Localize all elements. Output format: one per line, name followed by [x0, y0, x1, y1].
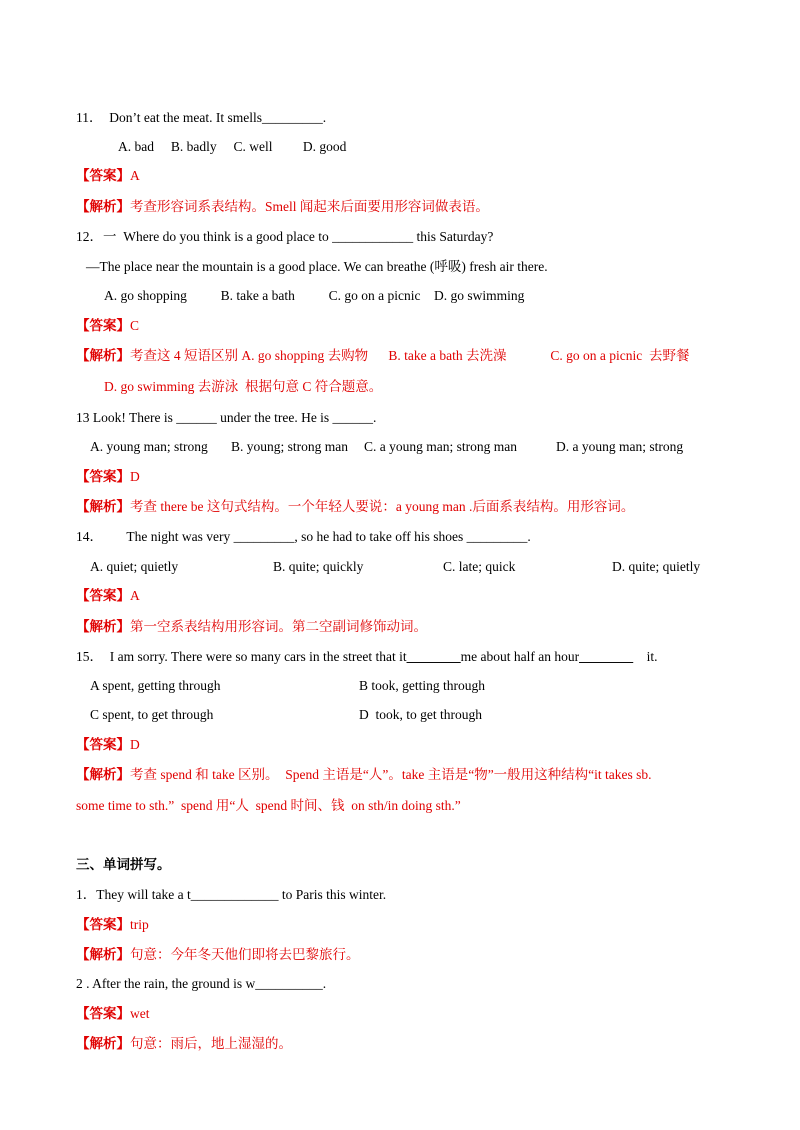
q14-option-c: C. late; quick — [443, 559, 516, 574]
section-heading: 三、单词拼写。 — [76, 857, 171, 872]
q15-analysis2: some time to sth.” spend 用“人 spend 时间、钱 on sth/in doing sth.” — [76, 798, 461, 813]
answer-tag: 【答案】 — [76, 737, 130, 752]
q13-analysis — [76, 498, 634, 516]
analysis-tag: 【解析】 — [76, 499, 130, 514]
answer-value: A — [130, 588, 140, 603]
q11-analysis — [76, 198, 489, 216]
q15-stem-part2: me about half an hour — [460, 649, 580, 664]
analysis-text: 考查形容词系表结构。Smell 闻起来后面要用形容词做表语。 — [130, 199, 489, 214]
q15-analysis — [76, 766, 652, 784]
q15-answer — [76, 736, 140, 754]
analysis-tag: 【解析】 — [76, 1036, 130, 1051]
q13-option-c: C. a young man; strong man — [364, 439, 517, 454]
analysis-text: 句意：今年冬天他们即将去巴黎旅行。 — [130, 947, 360, 962]
q13-answer — [76, 468, 140, 486]
answer-tag: 【答案】 — [76, 168, 130, 183]
q11-answer — [76, 167, 140, 185]
answer-tag: 【答案】 — [76, 1006, 130, 1021]
s3-q2-stem: 2 . After the rain, the ground is w__________. — [76, 976, 327, 991]
analysis-tag: 【解析】 — [76, 199, 130, 214]
answer-tag: 【答案】 — [76, 318, 130, 333]
s3-q2-analysis — [76, 1035, 292, 1053]
q14-stem: 14． The night was very _________, so he had to take off his shoes _________. — [76, 529, 531, 544]
answer-value: D — [130, 737, 140, 752]
q13-option-d: D. a young man; strong — [556, 439, 684, 454]
s3-q2-answer — [76, 1005, 150, 1023]
q11-options: A. bad B. badly C. well D. good — [118, 139, 347, 154]
q11-stem: 11． Don’t eat the meat. It smells_________. — [76, 110, 327, 125]
q13-option-a: A. young man; strong — [90, 439, 208, 454]
answer-tag: 【答案】 — [76, 917, 130, 932]
analysis-tag: 【解析】 — [76, 947, 130, 962]
q12-analysis — [76, 347, 689, 365]
analysis-text: 句意：雨后，地上湿湿的。 — [130, 1036, 292, 1051]
q15-option-a: A spent, getting through — [90, 678, 221, 693]
answer-tag: 【答案】 — [76, 469, 130, 484]
q12-stem: 12．一 Where do you think is a good place to ____________ this Saturday? — [76, 229, 494, 244]
q14-option-b: B. quite; quickly — [273, 559, 364, 574]
q15-stem — [76, 648, 658, 666]
q13-stem: 13 Look! There is ______ under the tree. He is ______. — [76, 410, 377, 425]
q14-answer — [76, 587, 140, 605]
s3-q1-stem: 1．They will take a t_____________ to Paris this winter. — [76, 887, 387, 902]
analysis-tag: 【解析】 — [76, 619, 130, 634]
answer-value: D — [130, 469, 140, 484]
answer-tag: 【答案】 — [76, 588, 130, 603]
answer-value: A — [130, 168, 140, 183]
analysis-tag: 【解析】 — [76, 767, 130, 782]
q12-stem2: —The place near the mountain is a good place. We can breathe (呼吸) fresh air there. — [86, 259, 548, 274]
analysis-text: 考查 there be 这句式结构。一个年轻人要说：a young man .后面系表结构。用形容词。 — [130, 499, 635, 514]
s3-q1-answer — [76, 916, 149, 934]
q14-option-a: A. quiet; quietly — [90, 559, 179, 574]
answer-value: trip — [130, 917, 149, 932]
q15-option-b: B took, getting through — [359, 678, 485, 693]
q15-option-d: D took, to get through — [359, 707, 482, 722]
q15-blank1: ________ — [406, 649, 461, 664]
q12-options: A. go shopping B. take a bath C. go on a picnic D. go swimming — [104, 288, 525, 303]
answer-value: wet — [130, 1006, 150, 1021]
q13-option-b: B. young; strong man — [231, 439, 348, 454]
q14-option-d: D. quite; quietly — [612, 559, 701, 574]
s3-q1-analysis — [76, 946, 360, 964]
q14-analysis — [76, 618, 427, 636]
q15-stem-part3: it. — [633, 649, 658, 664]
q15-stem-part1: 15． I am sorry. There were so many cars in the street that it — [76, 649, 407, 664]
analysis-tag: 【解析】 — [76, 348, 130, 363]
q12-answer — [76, 317, 139, 335]
answer-value: C — [130, 318, 140, 333]
analysis-text: 第一空系表结构用形容词。第二空副词修饰动词。 — [130, 619, 427, 634]
analysis-text: 考查这 4 短语区别 A. go shopping 去购物 B. take a bath 去洗澡 C. go on a picnic 去野餐 — [130, 348, 690, 363]
q15-blank2: ________ — [579, 649, 634, 664]
analysis-text: 考查 spend 和 take 区别。 Spend 主语是“人”。take 主语是“物”一般用这种结构“it takes sb. — [130, 767, 652, 782]
q12-analysis2: D. go swimming 去游泳 根据句意 C 符合题意。 — [104, 379, 383, 394]
q15-option-c: C spent, to get through — [90, 707, 214, 722]
